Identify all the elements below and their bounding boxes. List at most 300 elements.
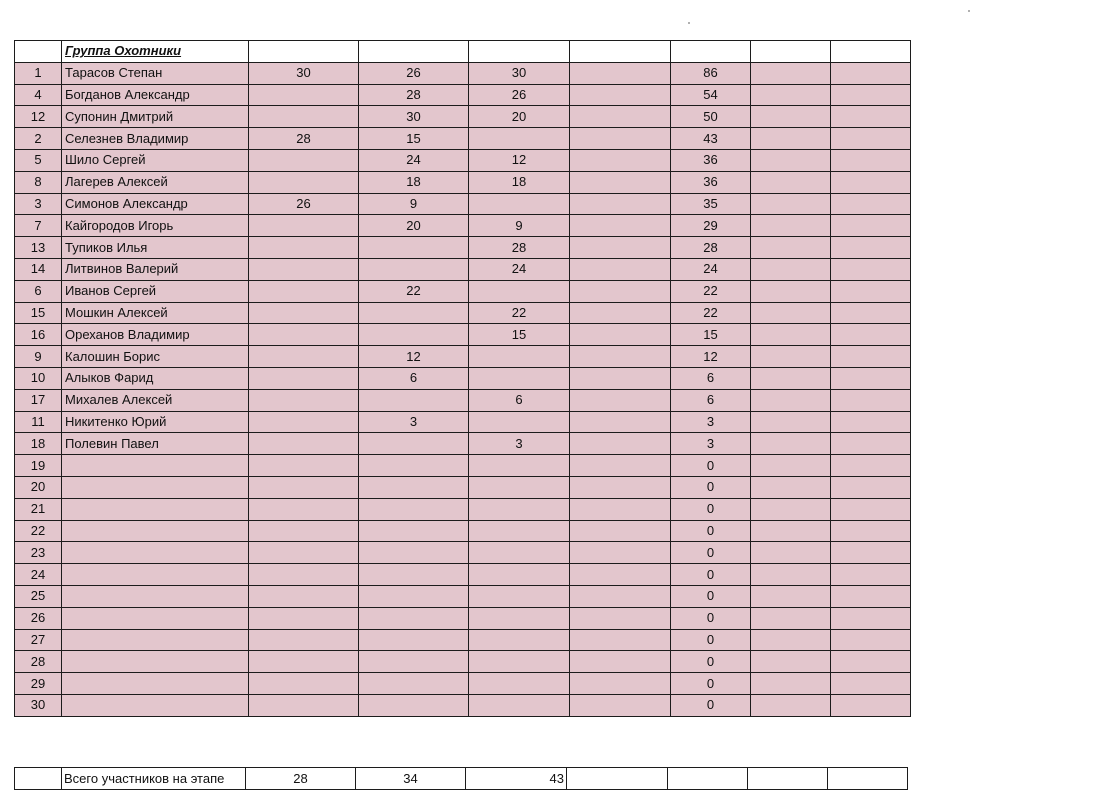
extra-cell-2 xyxy=(831,324,911,346)
extra-cell-2 xyxy=(831,411,911,433)
total-score: 43 xyxy=(671,128,751,150)
extra-cell-2 xyxy=(831,585,911,607)
stage-3-score: 15 xyxy=(469,324,570,346)
total-score: 0 xyxy=(671,455,751,477)
stage-2-score: 18 xyxy=(359,171,469,193)
extra-cell-1 xyxy=(751,411,831,433)
stage-3-score: 9 xyxy=(469,215,570,237)
stage-3-score xyxy=(469,585,570,607)
extra-cell-1 xyxy=(751,62,831,84)
stage-4-score xyxy=(570,520,671,542)
stage-1-score xyxy=(249,629,359,651)
participant-name xyxy=(62,476,249,498)
extra-cell-2 xyxy=(831,651,911,673)
stage-2-score xyxy=(359,542,469,564)
stage-3-score xyxy=(469,607,570,629)
extra-cell-1 xyxy=(751,433,831,455)
participant-name xyxy=(62,673,249,695)
total-score: 15 xyxy=(671,324,751,346)
extra-cell-1 xyxy=(751,84,831,106)
stage-4-score xyxy=(570,258,671,280)
table-row xyxy=(15,324,911,346)
stage-2-score xyxy=(359,476,469,498)
total-score: 50 xyxy=(671,106,751,128)
table-row xyxy=(15,607,911,629)
row-number: 14 xyxy=(15,258,62,280)
table-row xyxy=(15,651,911,673)
extra-cell-1 xyxy=(751,258,831,280)
stage-3-score: 30 xyxy=(469,62,570,84)
extra-cell-2 xyxy=(831,455,911,477)
stage-2-score xyxy=(359,564,469,586)
participant-name xyxy=(62,564,249,586)
stage-2-score xyxy=(359,389,469,411)
stage-4-score xyxy=(570,673,671,695)
stage-1-score xyxy=(249,106,359,128)
totals-label: Всего участников на этапе xyxy=(62,768,246,790)
stage-4-score xyxy=(570,564,671,586)
total-score: 0 xyxy=(671,607,751,629)
extra-cell-2 xyxy=(831,367,911,389)
row-number: 6 xyxy=(15,280,62,302)
totals-total xyxy=(668,768,748,790)
extra-cell-2 xyxy=(831,476,911,498)
participant-name: Никитенко Юрий xyxy=(62,411,249,433)
extra-cell-2 xyxy=(831,694,911,716)
extra-cell-2 xyxy=(831,237,911,259)
total-score: 22 xyxy=(671,280,751,302)
extra-cell-2 xyxy=(831,629,911,651)
table-row xyxy=(15,258,911,280)
stage-3-score xyxy=(469,193,570,215)
stage-1-score xyxy=(249,171,359,193)
stage-3-score xyxy=(469,280,570,302)
stage-1-score xyxy=(249,476,359,498)
stage-2-score: 3 xyxy=(359,411,469,433)
total-score: 0 xyxy=(671,694,751,716)
extra-cell-1 xyxy=(751,694,831,716)
extra-cell-2 xyxy=(831,542,911,564)
table-row xyxy=(15,455,911,477)
total-score: 6 xyxy=(671,367,751,389)
extra-cell-1 xyxy=(751,324,831,346)
stage-3-score: 12 xyxy=(469,149,570,171)
total-score: 0 xyxy=(671,476,751,498)
table-row xyxy=(15,411,911,433)
extra-cell-2 xyxy=(831,84,911,106)
stage-3-score xyxy=(469,629,570,651)
stage-1-score: 28 xyxy=(249,128,359,150)
row-number: 5 xyxy=(15,149,62,171)
stage-3-score: 18 xyxy=(469,171,570,193)
row-number: 1 xyxy=(15,62,62,84)
stage-4-score xyxy=(570,476,671,498)
extra-cell-1 xyxy=(751,280,831,302)
total-score: 0 xyxy=(671,585,751,607)
table-row xyxy=(15,193,911,215)
row-number: 9 xyxy=(15,346,62,368)
stage-3-score xyxy=(469,564,570,586)
header-extra-2-cell xyxy=(831,41,911,63)
participant-name: Селезнев Владимир xyxy=(62,128,249,150)
stage-4-score xyxy=(570,149,671,171)
stage-1-score xyxy=(249,389,359,411)
header-stage-1-cell xyxy=(249,41,359,63)
table-row xyxy=(15,629,911,651)
table-row xyxy=(15,585,911,607)
stage-2-score xyxy=(359,673,469,695)
participant-name: Ореханов Владимир xyxy=(62,324,249,346)
header-stage-4-cell xyxy=(570,41,671,63)
table-row xyxy=(15,171,911,193)
stage-4-score xyxy=(570,106,671,128)
table-row xyxy=(15,520,911,542)
extra-cell-1 xyxy=(751,673,831,695)
participant-name xyxy=(62,498,249,520)
row-number: 30 xyxy=(15,694,62,716)
stage-4-score xyxy=(570,193,671,215)
stage-3-score: 6 xyxy=(469,389,570,411)
extra-cell-1 xyxy=(751,542,831,564)
total-score: 35 xyxy=(671,193,751,215)
extra-cell-2 xyxy=(831,149,911,171)
stage-3-score: 22 xyxy=(469,302,570,324)
totals-stage-1: 28 xyxy=(246,768,356,790)
stage-2-score xyxy=(359,237,469,259)
stage-1-score xyxy=(249,651,359,673)
row-number: 11 xyxy=(15,411,62,433)
stage-2-score: 6 xyxy=(359,367,469,389)
stage-4-score xyxy=(570,389,671,411)
stage-4-score xyxy=(570,280,671,302)
total-score: 6 xyxy=(671,389,751,411)
participant-name xyxy=(62,651,249,673)
participant-name xyxy=(62,520,249,542)
table-row xyxy=(15,106,911,128)
stage-3-score xyxy=(469,476,570,498)
results-table xyxy=(14,40,911,717)
row-number: 10 xyxy=(15,367,62,389)
stage-3-score: 28 xyxy=(469,237,570,259)
extra-cell-2 xyxy=(831,62,911,84)
extra-cell-1 xyxy=(751,128,831,150)
extra-cell-2 xyxy=(831,302,911,324)
stage-4-score xyxy=(570,302,671,324)
stage-1-score xyxy=(249,258,359,280)
participant-name: Кайгородов Игорь xyxy=(62,215,249,237)
extra-cell-2 xyxy=(831,520,911,542)
totals-table xyxy=(14,767,908,790)
stage-1-score xyxy=(249,324,359,346)
stage-4-score xyxy=(570,433,671,455)
header-stage-2-cell xyxy=(359,41,469,63)
row-number: 25 xyxy=(15,585,62,607)
extra-cell-1 xyxy=(751,367,831,389)
totals-row xyxy=(15,768,908,790)
row-number: 19 xyxy=(15,455,62,477)
stage-4-score xyxy=(570,498,671,520)
stage-1-score xyxy=(249,215,359,237)
total-score: 0 xyxy=(671,542,751,564)
stage-2-score xyxy=(359,651,469,673)
participant-name: Михалев Алексей xyxy=(62,389,249,411)
stage-4-score xyxy=(570,346,671,368)
stage-4-score xyxy=(570,171,671,193)
scan-speck xyxy=(688,22,690,24)
row-number: 22 xyxy=(15,520,62,542)
extra-cell-1 xyxy=(751,302,831,324)
stage-1-score xyxy=(249,280,359,302)
participant-name: Тарасов Степан xyxy=(62,62,249,84)
extra-cell-1 xyxy=(751,651,831,673)
stage-3-score xyxy=(469,651,570,673)
participant-name: Литвинов Валерий xyxy=(62,258,249,280)
total-score: 24 xyxy=(671,258,751,280)
stage-3-score: 3 xyxy=(469,433,570,455)
extra-cell-1 xyxy=(751,476,831,498)
table-row xyxy=(15,673,911,695)
participant-name xyxy=(62,694,249,716)
stage-3-score xyxy=(469,673,570,695)
total-score: 0 xyxy=(671,520,751,542)
row-number: 24 xyxy=(15,564,62,586)
stage-1-score xyxy=(249,346,359,368)
stage-4-score xyxy=(570,237,671,259)
stage-2-score xyxy=(359,629,469,651)
extra-cell-2 xyxy=(831,215,911,237)
stage-1-score xyxy=(249,520,359,542)
totals-stage-3: 43 xyxy=(466,768,567,790)
stage-2-score xyxy=(359,302,469,324)
total-score: 86 xyxy=(671,62,751,84)
group-title: Группа Охотники xyxy=(62,41,249,63)
stage-2-score xyxy=(359,433,469,455)
stage-2-score xyxy=(359,694,469,716)
stage-2-score: 15 xyxy=(359,128,469,150)
row-number: 7 xyxy=(15,215,62,237)
totals-extra-2 xyxy=(828,768,908,790)
extra-cell-1 xyxy=(751,346,831,368)
stage-1-score xyxy=(249,84,359,106)
extra-cell-1 xyxy=(751,171,831,193)
total-score: 0 xyxy=(671,629,751,651)
stage-3-score xyxy=(469,498,570,520)
row-number: 13 xyxy=(15,237,62,259)
stage-2-score: 30 xyxy=(359,106,469,128)
stage-2-score xyxy=(359,258,469,280)
stage-2-score: 12 xyxy=(359,346,469,368)
extra-cell-2 xyxy=(831,498,911,520)
participant-name: Богданов Александр xyxy=(62,84,249,106)
stage-1-score xyxy=(249,694,359,716)
extra-cell-1 xyxy=(751,498,831,520)
total-score: 36 xyxy=(671,149,751,171)
scan-speck xyxy=(968,10,970,12)
stage-1-score xyxy=(249,237,359,259)
extra-cell-2 xyxy=(831,258,911,280)
header-total-cell xyxy=(671,41,751,63)
header-extra-1-cell xyxy=(751,41,831,63)
extra-cell-1 xyxy=(751,106,831,128)
stage-1-score xyxy=(249,585,359,607)
participant-name: Мошкин Алексей xyxy=(62,302,249,324)
stage-2-score: 28 xyxy=(359,84,469,106)
stage-4-score xyxy=(570,542,671,564)
stage-4-score xyxy=(570,84,671,106)
extra-cell-2 xyxy=(831,346,911,368)
table-row xyxy=(15,128,911,150)
row-number: 15 xyxy=(15,302,62,324)
stage-3-score xyxy=(469,694,570,716)
extra-cell-1 xyxy=(751,193,831,215)
stage-4-score xyxy=(570,215,671,237)
participant-name: Полевин Павел xyxy=(62,433,249,455)
totals-num-cell xyxy=(15,768,62,790)
total-score: 22 xyxy=(671,302,751,324)
extra-cell-2 xyxy=(831,389,911,411)
extra-cell-2 xyxy=(831,171,911,193)
stage-4-score xyxy=(570,128,671,150)
table-row xyxy=(15,564,911,586)
stage-4-score xyxy=(570,585,671,607)
participant-name: Лагерев Алексей xyxy=(62,171,249,193)
table-row xyxy=(15,694,911,716)
stage-3-score xyxy=(469,455,570,477)
extra-cell-1 xyxy=(751,215,831,237)
stage-1-score xyxy=(249,455,359,477)
total-score: 29 xyxy=(671,215,751,237)
stage-2-score xyxy=(359,498,469,520)
extra-cell-1 xyxy=(751,629,831,651)
stage-3-score: 24 xyxy=(469,258,570,280)
stage-3-score xyxy=(469,411,570,433)
stage-1-score xyxy=(249,607,359,629)
row-number: 21 xyxy=(15,498,62,520)
extra-cell-1 xyxy=(751,237,831,259)
stage-1-score: 30 xyxy=(249,62,359,84)
row-number: 27 xyxy=(15,629,62,651)
participant-name: Тупиков Илья xyxy=(62,237,249,259)
total-score: 0 xyxy=(671,673,751,695)
stage-2-score: 20 xyxy=(359,215,469,237)
row-number: 17 xyxy=(15,389,62,411)
stage-4-score xyxy=(570,324,671,346)
table-row xyxy=(15,367,911,389)
extra-cell-2 xyxy=(831,564,911,586)
table-row xyxy=(15,389,911,411)
table-row xyxy=(15,433,911,455)
table-row xyxy=(15,84,911,106)
stage-2-score xyxy=(359,324,469,346)
participant-name xyxy=(62,607,249,629)
table-header-row xyxy=(15,41,911,63)
extra-cell-1 xyxy=(751,607,831,629)
stage-2-score: 9 xyxy=(359,193,469,215)
extra-cell-1 xyxy=(751,455,831,477)
table-row xyxy=(15,215,911,237)
extra-cell-2 xyxy=(831,280,911,302)
row-number: 8 xyxy=(15,171,62,193)
table-row xyxy=(15,237,911,259)
extra-cell-2 xyxy=(831,433,911,455)
totals-extra-1 xyxy=(748,768,828,790)
participant-name xyxy=(62,629,249,651)
total-score: 54 xyxy=(671,84,751,106)
stage-4-score xyxy=(570,455,671,477)
extra-cell-2 xyxy=(831,193,911,215)
stage-3-score xyxy=(469,542,570,564)
participant-name: Симонов Александр xyxy=(62,193,249,215)
stage-4-score xyxy=(570,694,671,716)
row-number: 29 xyxy=(15,673,62,695)
stage-1-score xyxy=(249,302,359,324)
extra-cell-2 xyxy=(831,106,911,128)
total-score: 12 xyxy=(671,346,751,368)
stage-4-score xyxy=(570,411,671,433)
stage-2-score xyxy=(359,607,469,629)
table-row xyxy=(15,302,911,324)
results-table-body xyxy=(15,41,911,717)
stage-3-score xyxy=(469,367,570,389)
extra-cell-1 xyxy=(751,585,831,607)
stage-3-score: 20 xyxy=(469,106,570,128)
row-number: 4 xyxy=(15,84,62,106)
table-row xyxy=(15,498,911,520)
extra-cell-1 xyxy=(751,389,831,411)
stage-4-score xyxy=(570,607,671,629)
participant-name xyxy=(62,542,249,564)
stage-2-score: 24 xyxy=(359,149,469,171)
extra-cell-2 xyxy=(831,128,911,150)
stage-3-score xyxy=(469,520,570,542)
total-score: 0 xyxy=(671,498,751,520)
stage-4-score xyxy=(570,62,671,84)
row-number: 2 xyxy=(15,128,62,150)
extra-cell-1 xyxy=(751,520,831,542)
stage-4-score xyxy=(570,367,671,389)
stage-1-score xyxy=(249,367,359,389)
stage-3-score xyxy=(469,346,570,368)
participant-name: Иванов Сергей xyxy=(62,280,249,302)
extra-cell-2 xyxy=(831,607,911,629)
row-number: 26 xyxy=(15,607,62,629)
stage-3-score: 26 xyxy=(469,84,570,106)
stage-1-score xyxy=(249,542,359,564)
table-row xyxy=(15,280,911,302)
participant-name: Шило Сергей xyxy=(62,149,249,171)
total-score: 0 xyxy=(671,651,751,673)
stage-1-score xyxy=(249,149,359,171)
participant-name: Калошин Борис xyxy=(62,346,249,368)
stage-3-score xyxy=(469,128,570,150)
stage-2-score xyxy=(359,585,469,607)
stage-4-score xyxy=(570,651,671,673)
row-number: 12 xyxy=(15,106,62,128)
stage-1-score xyxy=(249,411,359,433)
header-num-cell xyxy=(15,41,62,63)
participant-name: Алыков Фарид xyxy=(62,367,249,389)
table-row xyxy=(15,346,911,368)
stage-1-score xyxy=(249,433,359,455)
header-stage-3-cell xyxy=(469,41,570,63)
stage-2-score: 26 xyxy=(359,62,469,84)
row-number: 16 xyxy=(15,324,62,346)
row-number: 28 xyxy=(15,651,62,673)
stage-2-score xyxy=(359,455,469,477)
total-score: 0 xyxy=(671,564,751,586)
table-row xyxy=(15,476,911,498)
table-row xyxy=(15,542,911,564)
